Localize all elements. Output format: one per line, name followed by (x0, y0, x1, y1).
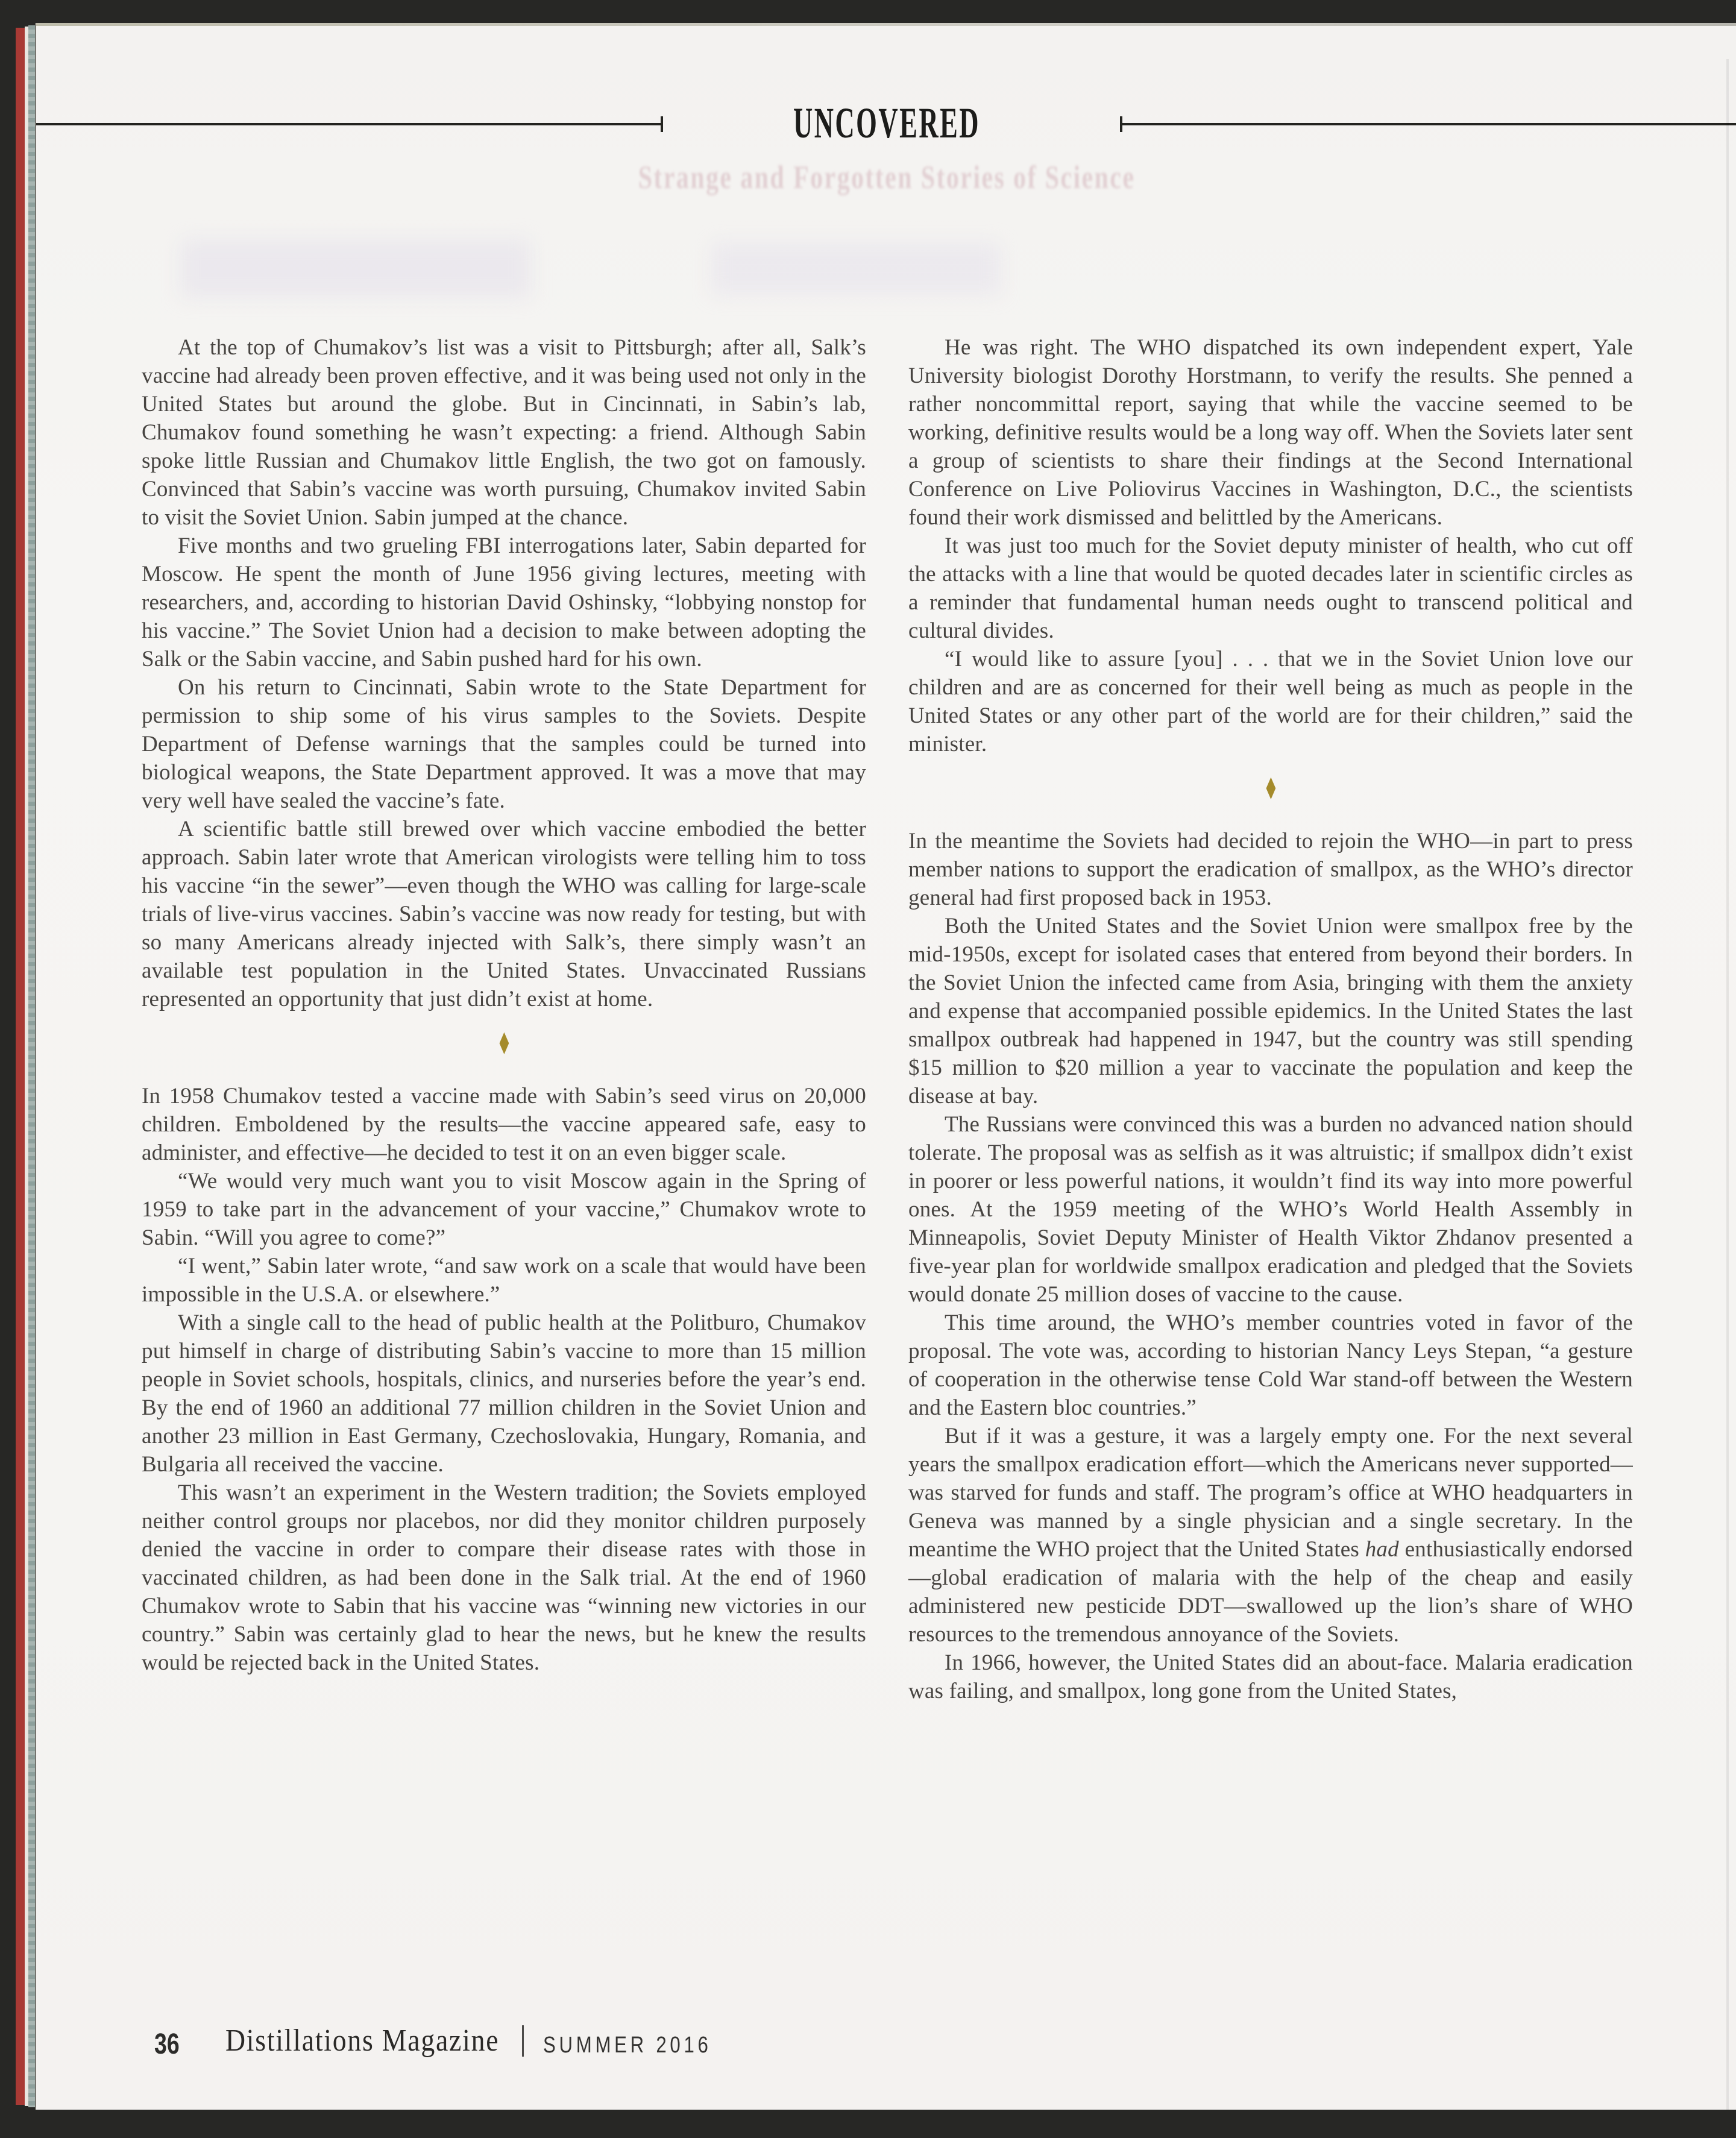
page-number: 36 (154, 2028, 180, 2060)
bleedthrough-patch (711, 243, 1001, 294)
magazine-page (35, 23, 1736, 2110)
section-divider (908, 772, 1633, 806)
footer-divider-bar (522, 2025, 524, 2057)
section-divider (142, 1027, 866, 1061)
paragraph: At the top of Chumakov’s list was a visit to Pittsburgh; after all, Salk’s vaccine had already been proven effective, and it was being used not only in the United States but around the globe. But in Cincinnati, in Sabin’s lab, Chumakov found something he wasn’t expecting: a friend. Although Sabin spoke little Russian and Chumakov little English, the two got on famously. Convinced that Sabin’s vaccine was worth pursuing, Chumakov invited Sabin to visit the Soviet Union. Sabin jumped at the chance. (142, 335, 866, 530)
section-title: UNCOVERED (793, 99, 981, 147)
page-edge-red (16, 28, 25, 2105)
paragraph: This wasn’t an experiment in the Western tradition; the Soviets employed neither control groups nor placebos, nor did they monitor children purposely denied the vaccine in order to compare their disease rates with those in vaccinated children, as had been done in the Salk trial. At the end of 1960 Chumakov wrote to Sabin that his vaccine was “winning new victories in our country.” Sabin was certainly glad to hear the news, but he knew the results would be rejected back in the United States. (142, 1480, 866, 1675)
paragraph: He was right. The WHO dispatched its own independent expert, Yale University biologist Dorothy Horstmann, to verify the results. She penned a rather noncommittal report, saying that while the vaccine seemed to be working, definitive results would be a long way off. When the Soviets later sent a group of scientists to share their findings at the Second International Conference on Live Poliovirus Vaccines in Washington, D.C., the scientists found their work dismissed and belittled by the Americans. (908, 335, 1633, 530)
paragraph: This time around, the WHO’s member countries voted in favor of the proposal. The vote was, according to historian Nancy Leys Stepan, “a gesture of cooperation in the otherwise tense Cold War stand-off between the Western and the Eastern bloc countries.” (908, 1310, 1633, 1420)
paragraph: “I would like to assure [you] . . . that we in the Soviet Union love our children and are as concerned for their well being as much as people in the United States or any other part of the world are for their children,” said the minister. (908, 647, 1633, 756)
right-column (908, 333, 1633, 1705)
paragraph: In 1958 Chumakov tested a vaccine made with Sabin’s seed virus on 20,000 children. Emboldened by the results—the vaccine appeared safe, easy to administer, and effective—he decided to test it on an even bigger scale. (142, 1084, 866, 1165)
page-edge-teal (28, 25, 35, 2107)
bleedthrough-patch (181, 240, 530, 297)
page-footer (154, 2023, 1058, 2061)
paragraph: In the meantime the Soviets had decided to rejoin the WHO—in part to press member nations to support the eradication of smallpox, as the WHO’s director general had first proposed back in 1953. (908, 829, 1633, 910)
diamond-icon: ♦ (496, 1027, 512, 1061)
paragraph: On his return to Cincinnati, Sabin wrote to the State Department for permission to ship some of his virus samples to the Soviets. Despite Department of Defense warnings that the samples could be turned into biological weapons, the State Department approved. It was a move that may very well have sealed the vaccine’s fate. (142, 675, 866, 813)
paragraph: Five months and two grueling FBI interrogations later, Sabin departed for Moscow. He spent the month of June 1956 giving lectures, meeting with researchers, and, according to historian David Oshinsky, “lobbying nonstop for his vaccine.” The Soviet Union had a decision to make between adopting the Salk or the Sabin vaccine, and Sabin pushed hard for his own. (142, 533, 866, 671)
article-columns (142, 333, 1633, 1705)
paragraph: It was just too much for the Soviet deputy minister of health, who cut off the attacks with a line that would be quoted decades later in scientific circles as a reminder that fundamental human needs ought to transcend political and cultural divides. (908, 533, 1633, 643)
paragraph: A scientific battle still brewed over which vaccine embodied the better approach. Sabin later wrote that American virologists were telling him to toss his vaccine “in the sewer”—even though the WHO was calling for large-scale trials of live-virus vaccines. Sabin’s vaccine was now ready for testing, but with so many Americans already injected with Salk’s, there simply wasn’t an available test population in the United States. Unvaccinated Russians represented an opportunity that just didn’t exist at home. (142, 817, 866, 1011)
paragraph: “We would very much want you to visit Moscow again in the Spring of 1959 to take part in the advancement of your vaccine,” Chumakov wrote to Sabin. “Will you agree to come?” (142, 1169, 866, 1250)
header-rule-left (36, 123, 663, 125)
ghost-subtitle-bleedthrough: Strange and Forgotten Stories of Science (638, 159, 1136, 195)
diamond-icon: ♦ (1263, 772, 1278, 806)
issue-label: SUMMER 2016 (543, 2033, 712, 2058)
paragraph: But if it was a gesture, it was a largely empty one. For the next several years the smallpox eradication effort—which the Americans never supported—was starved for funds and staff. The program’s office at WHO headquarters in Geneva was manned by a single physician and a single secretary. In the meantime the WHO project that the United States had enthusiastically endorsed—global eradication of malaria with the help of the cheap and easily administered new pesticide DDT—swallowed up the lion’s share of WHO resources to the tremendous annoyance of the Soviets. (908, 1424, 1633, 1647)
header-rule-right (1120, 123, 1736, 125)
paragraph: The Russians were convinced this was a burden no advanced nation should tolerate. The proposal was as selfish as it was altruistic; if smallpox didn’t exist in poorer or less powerful nations, it wouldn’t find its way into more powerful ones. At the 1959 meeting of the WHO’s World Health Assembly in Minneapolis, Soviet Deputy Minister of Health Viktor Zhdanov presented a five-year plan for worldwide smallpox eradication and pledged that the Soviets would donate 25 million doses of vaccine to the cause. (908, 1112, 1633, 1307)
magazine-name: Distillations Magazine (225, 2023, 500, 2058)
paragraph: “I went,” Sabin later wrote, “and saw work on a scale that would have been impossible in the U.S.A. or elsewhere.” (142, 1254, 866, 1307)
left-column (142, 333, 866, 1705)
paragraph: With a single call to the head of public health at the Politburo, Chumakov put himself in charge of distributing Sabin’s vaccine to more than 15 million people in Soviet schools, hospitals, clinics, and nurseries before the year’s end. By the end of 1960 an additional 77 million children in the Soviet Union and another 23 million in East Germany, Czechoslovakia, Hungary, Romania, and Bulgaria all received the vaccine. (142, 1310, 866, 1477)
paragraph: Both the United States and the Soviet Union were smallpox free by the mid-1950s, except for isolated cases that entered from beyond their borders. In the Soviet Union the infected came from Asia, bringing with them the anxiety and expense that accompanied possible epidemics. In the United States the last smallpox outbreak had happened in 1947, but the country was still spending $15 million to $20 million a year to vaccinate the population and keep the disease at bay. (908, 914, 1633, 1108)
paragraph: In 1966, however, the United States did an about-face. Malaria eradication was failing, and smallpox, long gone from the United States, (908, 1650, 1633, 1703)
